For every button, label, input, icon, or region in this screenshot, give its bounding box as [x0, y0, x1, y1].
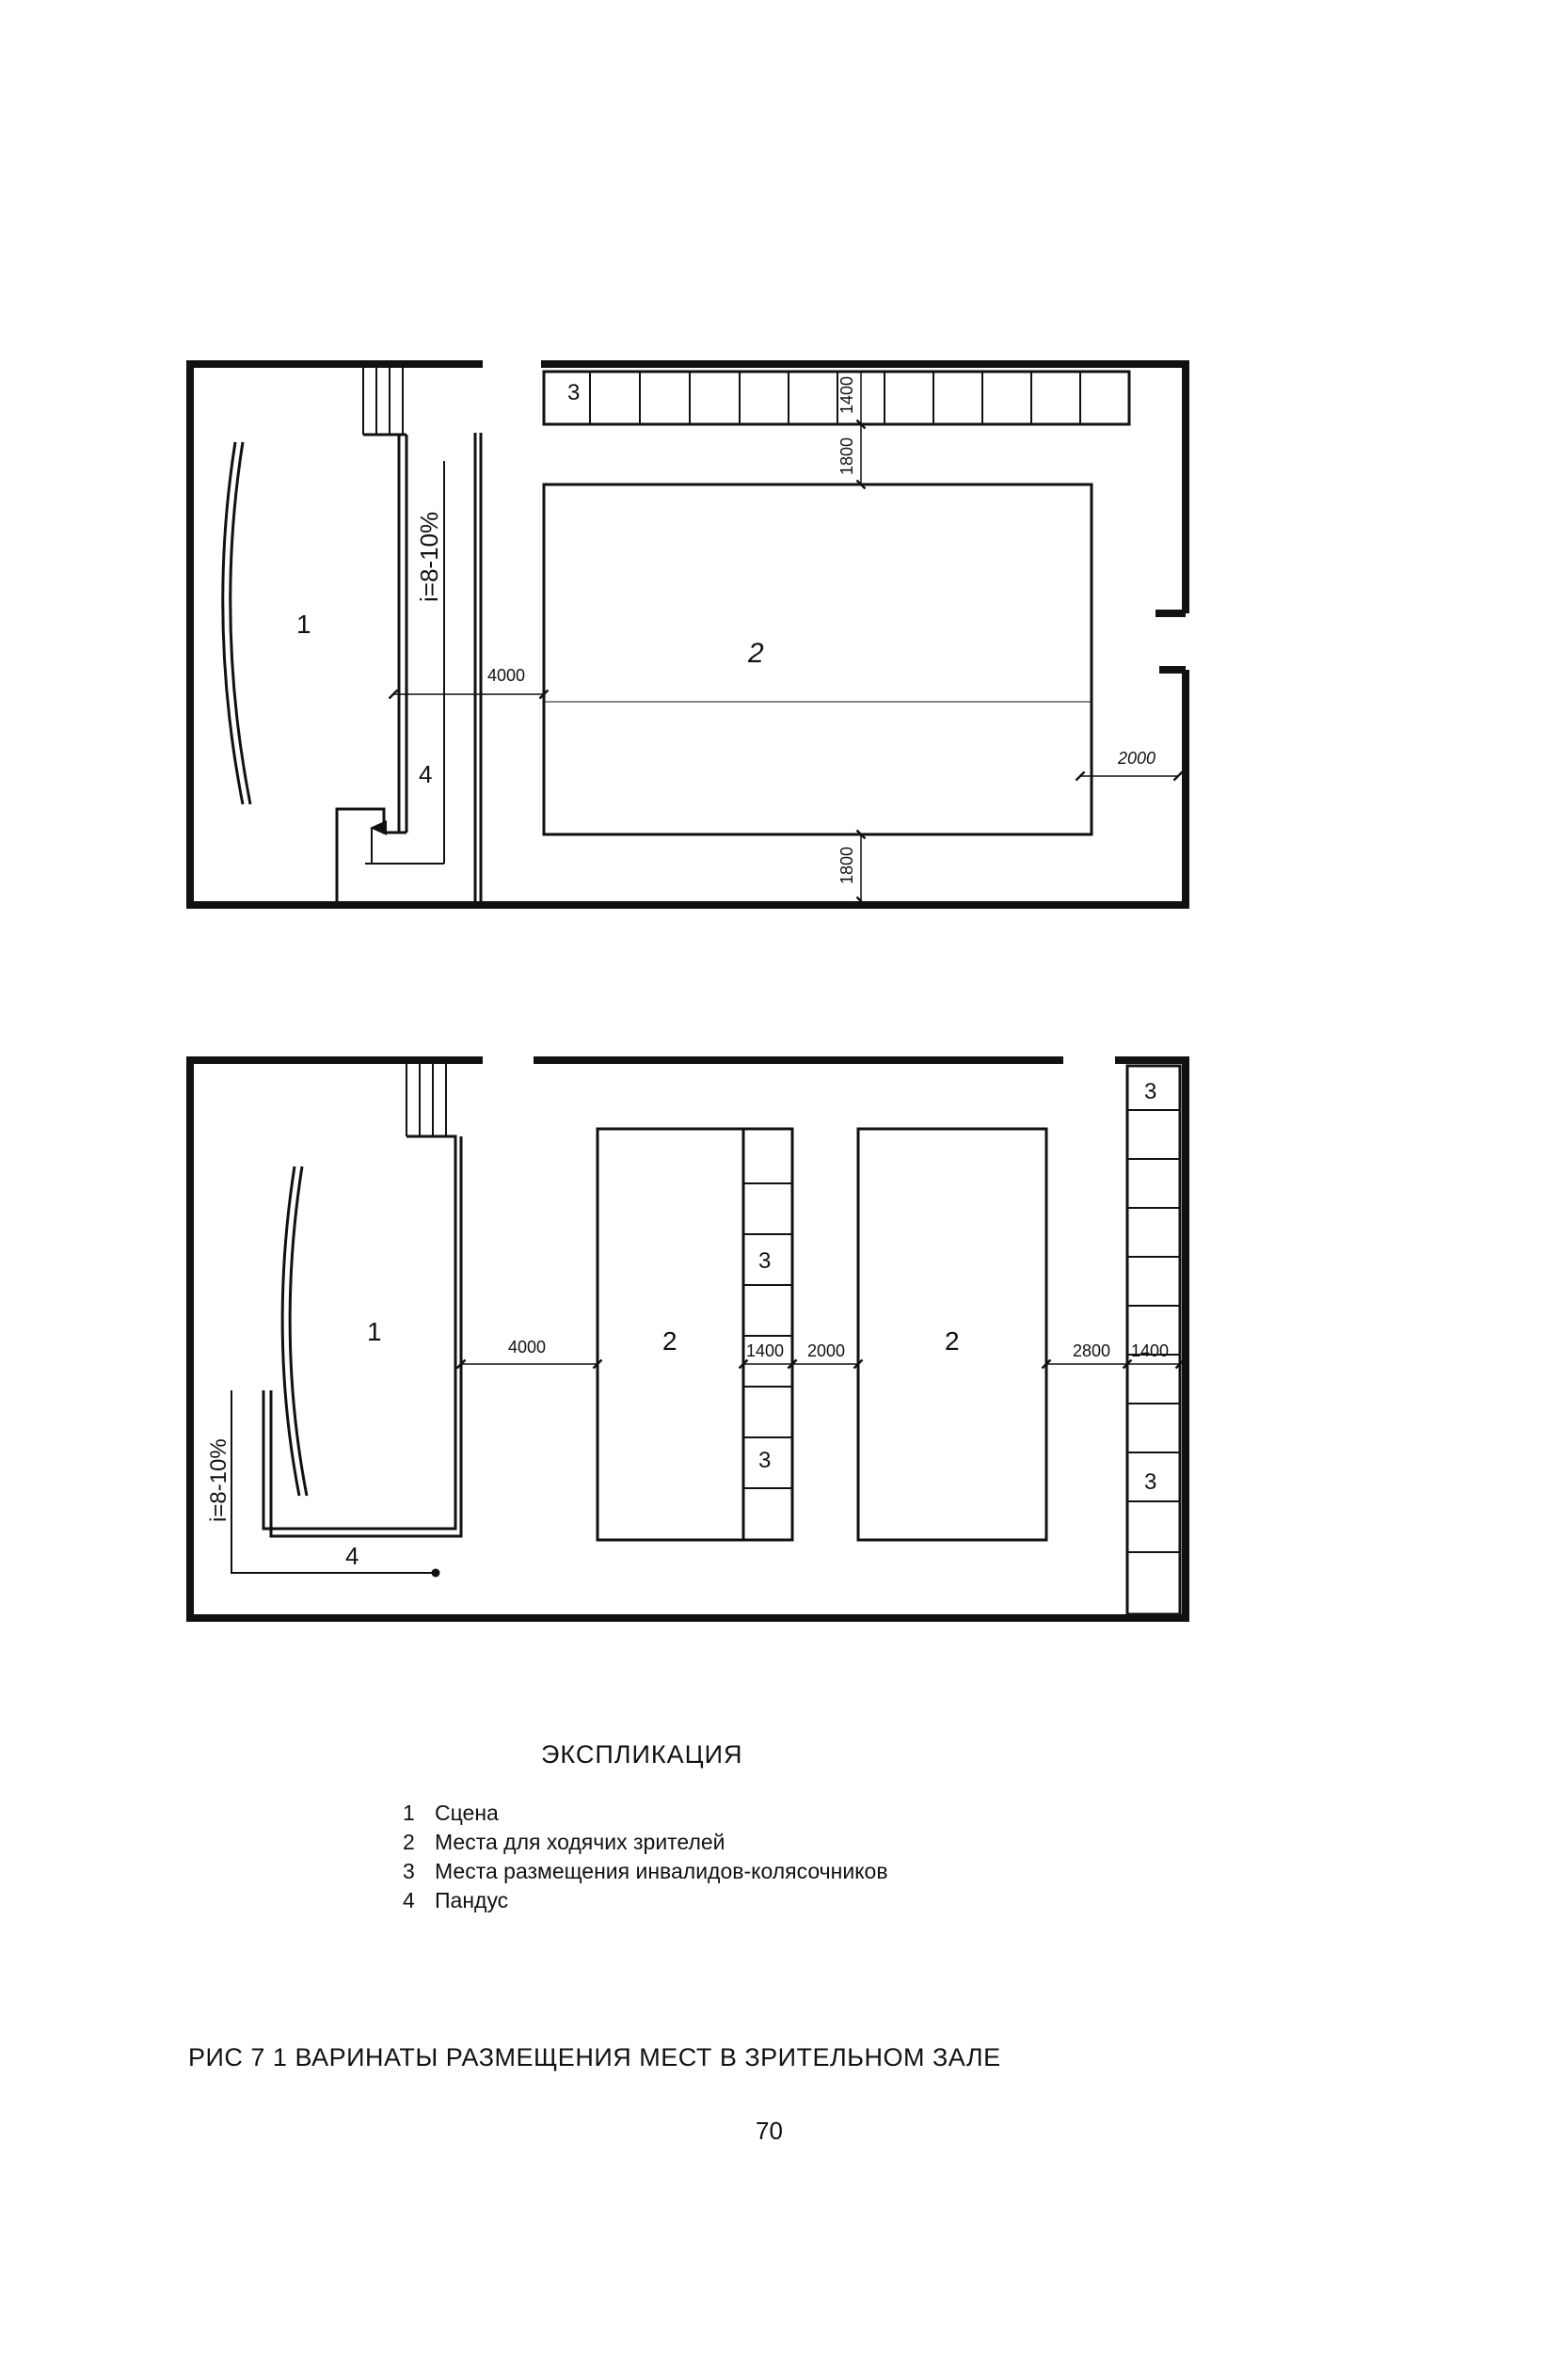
plan-bottom-walls — [190, 1060, 1186, 1618]
plan-top-seating-block — [544, 484, 1092, 834]
legend-item-number: 2 — [403, 1830, 415, 1854]
legend-item-text: Пандус — [435, 1888, 509, 1912]
plan-bottom-slope-label: i=8-10% — [206, 1438, 231, 1522]
legend-item-text: Сцена — [435, 1801, 499, 1825]
plan-bottom-label-stage: 1 — [367, 1317, 382, 1346]
legend-title: ЭКСПЛИКАЦИЯ — [541, 1740, 743, 1769]
plan-top-label-walking-seats: 2 — [748, 638, 764, 669]
legend-item-text: Места размещения инвалидов-колясочников — [435, 1859, 888, 1883]
plan-bottom-dim-side-aisle: 4000 — [508, 1338, 547, 1357]
plan-bottom-label-wc-right-bottom: 3 — [1144, 1469, 1157, 1495]
plan-bottom-ramp — [231, 1063, 461, 1577]
legend — [403, 1799, 888, 1915]
legend-item-number: 4 — [403, 1888, 415, 1912]
plan-top-dim-bottom-gap: 1800 — [837, 846, 856, 884]
plan-bottom-dim-rear-aisle: 2800 — [1073, 1341, 1111, 1360]
legend-item — [403, 1857, 888, 1886]
legend-item — [403, 1886, 888, 1915]
plan-top-slope-label: i=8-10% — [415, 511, 443, 602]
plan-top-stage-screen — [223, 442, 250, 804]
plan-top-dimensions — [393, 372, 1178, 901]
plan-bottom-label-block-right: 2 — [945, 1326, 960, 1356]
plan-top-wheelchair-row — [544, 372, 1129, 424]
page-number: 70 — [756, 2117, 783, 2145]
plan-bottom — [190, 1060, 1186, 1618]
plan-top-walls — [190, 364, 1186, 905]
legend-item — [403, 1828, 888, 1857]
plan-top-dim-rear-aisle: 2000 — [1118, 749, 1156, 768]
plan-top-dim-wheelchair-depth: 1400 — [837, 375, 856, 414]
plan-top-dim-front-gap: 1800 — [837, 436, 856, 475]
plan-bottom-dim-wc-depth-right: 1400 — [1131, 1341, 1170, 1360]
plan-bottom-label-ramp: 4 — [345, 1542, 359, 1570]
plan-bottom-dim-mid-aisle: 2000 — [807, 1341, 846, 1360]
legend-item — [403, 1799, 888, 1828]
legend-item-number: 1 — [403, 1801, 415, 1825]
legend-item-text: Места для ходячих зрителей — [435, 1830, 725, 1854]
plan-top-label-wheelchair: 3 — [567, 380, 581, 405]
plan-top — [190, 364, 1186, 905]
plan-top-dim-side-aisle: 4000 — [487, 666, 526, 685]
legend-item-number: 3 — [403, 1859, 415, 1883]
plan-bottom-stage-screen — [282, 1166, 307, 1496]
plan-bottom-label-block-left: 2 — [662, 1326, 677, 1356]
plan-top-ramp — [337, 367, 481, 903]
plan-bottom-label-wc-mid-bottom: 3 — [758, 1448, 772, 1473]
plan-top-label-ramp: 4 — [419, 760, 433, 788]
plan-bottom-label-wc-mid-top: 3 — [758, 1248, 772, 1274]
plan-bottom-wc-column-mid — [743, 1129, 792, 1540]
plan-top-label-stage: 1 — [296, 610, 311, 639]
plan-bottom-label-wc-right-top: 3 — [1144, 1079, 1157, 1104]
plan-bottom-wc-column-right — [1127, 1066, 1180, 1614]
figure-caption: РИС 7 1 ВАРИНАТЫ РАЗМЕЩЕНИЯ МЕСТ В ЗРИТЕЛЬНОМ ЗАЛЕ — [188, 2043, 1001, 2071]
plan-bottom-dim-wc-depth-mid: 1400 — [746, 1341, 785, 1360]
